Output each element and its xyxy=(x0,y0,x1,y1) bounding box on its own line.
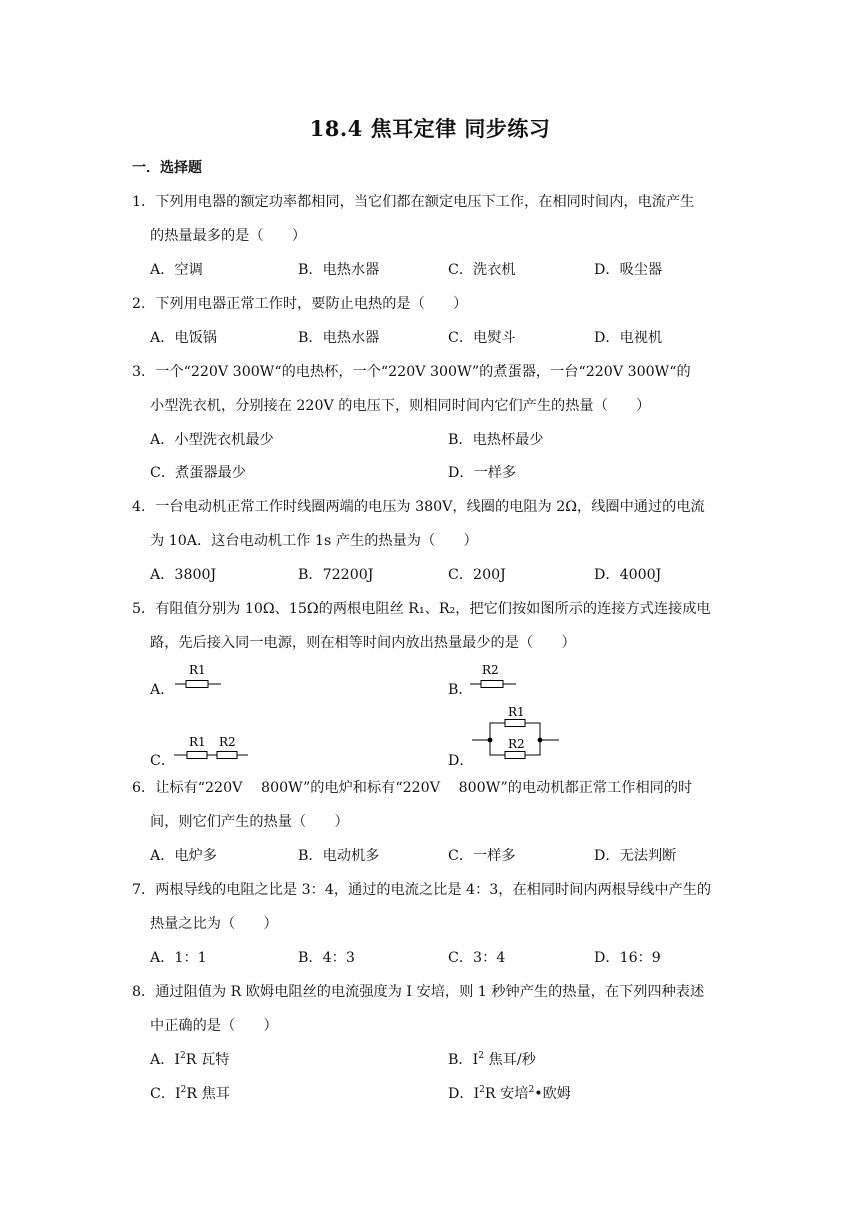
question-7-text-cont: 热量之比为（ ） xyxy=(150,916,278,932)
question-8-text: 8．通过阻值为 R 欧姆电阻丝的电流强度为 I 安培，则 1 秒钟产生的热量，在下列四种表述 xyxy=(132,984,705,1000)
resistor-label-r1: R1 xyxy=(189,663,206,677)
resistor-icon xyxy=(217,752,237,759)
q8-option-d-suffix: •欧姆 xyxy=(534,1086,571,1102)
q8-option-d[interactable] xyxy=(448,1083,571,1103)
q3-option-d[interactable]: D．一样多 xyxy=(448,465,517,481)
q8-option-c-suffix: R 焦耳 xyxy=(186,1086,230,1102)
q2-option-d[interactable]: D．电视机 xyxy=(594,330,663,346)
q7-option-d[interactable]: D．16：9 xyxy=(594,950,661,966)
q5-circuit-a xyxy=(171,662,223,692)
resistor-icon xyxy=(505,720,525,727)
q8-option-b-suffix: 焦耳/秒 xyxy=(483,1052,536,1068)
question-3-text: 3．一个“220V 300W“的电热杯，一个“220V 300W”的煮蛋器，一台“220V 300W“的 xyxy=(132,364,691,380)
question-4-text: 4．一台电动机正常工作时线圈两端的电压为 380V，线圈的电阻为 2Ω，线圈中通过的电流 xyxy=(132,499,705,515)
q8-option-c[interactable] xyxy=(150,1083,230,1103)
resistor-icon xyxy=(505,752,525,759)
q4-option-a[interactable]: A．3800J xyxy=(150,567,217,583)
resistor-icon xyxy=(187,752,207,759)
q3-option-b[interactable]: B．电热杯最少 xyxy=(448,432,544,448)
question-8-text-cont: 中正确的是（ ） xyxy=(150,1018,278,1034)
q5-circuit-b xyxy=(466,662,518,692)
q4-option-c[interactable]: C．200J xyxy=(448,567,506,583)
q8-option-d-middle: R 安培 xyxy=(484,1086,529,1102)
q4-option-d[interactable]: D．4000J xyxy=(594,567,662,583)
question-6-text-cont: 间，则它们产生的热量（ ） xyxy=(150,814,349,830)
q8-option-d-prefix: D．I xyxy=(448,1086,480,1102)
q5-option-a[interactable]: A． xyxy=(150,682,175,698)
q8-option-c-prefix: C．I xyxy=(150,1086,181,1102)
resistor-icon xyxy=(481,681,503,688)
q6-option-b[interactable]: B．电动机多 xyxy=(298,848,380,864)
q1-option-b[interactable]: B．电热水器 xyxy=(298,262,380,278)
q8-option-b[interactable] xyxy=(448,1049,536,1069)
q5-option-d[interactable]: D． xyxy=(448,753,474,769)
q5-circuit-d xyxy=(470,700,562,762)
q3-option-a[interactable]: A．小型洗衣机最少 xyxy=(150,432,274,448)
q2-option-a[interactable]: A．电饭锅 xyxy=(150,330,217,346)
exponent: 2 xyxy=(180,1051,186,1061)
q5-option-c[interactable]: C． xyxy=(150,753,176,769)
q4-option-b[interactable]: B．72200J xyxy=(298,567,374,583)
section-heading: 一．选择题 xyxy=(132,160,202,176)
question-1-text-cont: 的热量最多的是（ ） xyxy=(150,228,307,244)
q1-option-c[interactable]: C．洗衣机 xyxy=(448,262,516,278)
resistor-icon xyxy=(186,681,208,688)
q6-option-d[interactable]: D．无法判断 xyxy=(594,848,677,864)
exponent: 2 xyxy=(528,1085,535,1095)
q8-option-b-prefix: B．I xyxy=(448,1052,479,1068)
q2-option-b[interactable]: B．电热水器 xyxy=(298,330,380,346)
question-7-text: 7．两根导线的电阻之比是 3：4，通过的电流之比是 4：3，在相同时间内两根导线中产生的 xyxy=(132,882,712,898)
q7-option-a[interactable]: A．1：1 xyxy=(150,950,207,966)
question-2-text: 2．下列用电器正常工作时，要防止电热的是（ ） xyxy=(132,296,468,312)
page-title: 18.4 焦耳定律 同步练习 xyxy=(309,116,551,141)
question-5-text: 5．有阻值分别为 10Ω、15Ω的两根电阻丝 R₁、R₂，把它们按如图所示的连接方式连接成电 xyxy=(132,601,711,617)
question-4-text-cont: 为 10A．这台电动机工作 1s 产生的热量为（ ） xyxy=(150,533,478,549)
q5-option-b[interactable]: B． xyxy=(448,682,473,698)
question-5-text-cont: 路，先后接入同一电源，则在相等时间内放出热量最少的是（ ） xyxy=(150,635,576,651)
q6-option-c[interactable]: C．一样多 xyxy=(448,848,516,864)
resistor-label-r1: R1 xyxy=(508,705,525,719)
q8-option-a-suffix: R 瓦特 xyxy=(185,1052,230,1068)
q1-option-d[interactable]: D．吸尘器 xyxy=(594,262,663,278)
q1-option-a[interactable]: A．空调 xyxy=(150,262,203,278)
exponent: 2 xyxy=(479,1085,485,1095)
q8-option-a-prefix: A．I xyxy=(150,1052,181,1068)
exponent: 2 xyxy=(478,1051,484,1061)
resistor-label-r2: R2 xyxy=(219,735,236,749)
question-1-text: 1．下列用电器的额定功率都相同，当它们都在额定电压下工作，在相同时间内，电流产生 xyxy=(132,194,695,210)
q7-option-c[interactable]: C．3：4 xyxy=(448,950,506,966)
question-3-text-cont: 小型洗衣机，分别接在 220V 的电压下，则相同时间内它们产生的热量（ ） xyxy=(150,398,651,414)
resistor-label-r2: R2 xyxy=(508,737,525,751)
exponent: 2 xyxy=(180,1085,187,1095)
q8-option-a[interactable] xyxy=(150,1049,229,1069)
q2-option-c[interactable]: C．电熨斗 xyxy=(448,330,516,346)
question-6-text: 6．让标有“220V 800W”的电炉和标有“220V 800W”的电动机都正常工作相同的时 xyxy=(132,780,693,796)
resistor-label-r2: R2 xyxy=(482,663,499,677)
q7-option-b[interactable]: B．4：3 xyxy=(298,950,355,966)
q6-option-a[interactable]: A．电炉多 xyxy=(150,848,217,864)
resistor-label-r1: R1 xyxy=(189,735,206,749)
q5-circuit-c xyxy=(172,733,250,763)
q3-option-c[interactable]: C．煮蛋器最少 xyxy=(150,465,246,481)
